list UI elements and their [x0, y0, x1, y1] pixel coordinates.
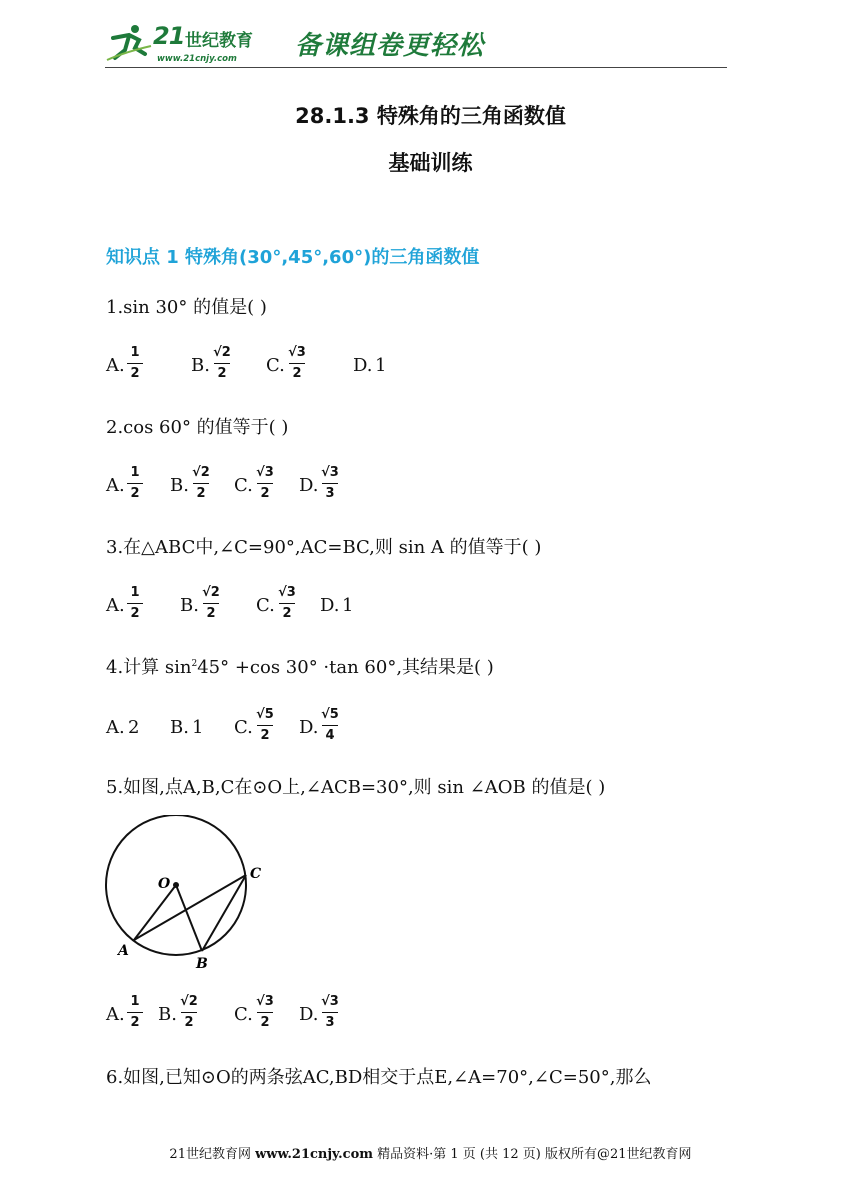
header-divider — [105, 67, 727, 68]
label-b: B — [196, 956, 208, 972]
circle-figure — [100, 815, 270, 975]
label-a: A — [118, 943, 129, 959]
label-c: C — [250, 866, 262, 882]
footer-site-link[interactable]: www.21cnjy.com — [255, 1147, 373, 1162]
question-2: 2.cos 60° 的值等于( ) — [106, 417, 289, 438]
logo-url: www.21cnjy.com — [157, 54, 237, 64]
page-header — [105, 20, 727, 72]
header-slogan: 备课组卷更轻松 — [295, 31, 485, 61]
question-1: 1.sin 30° 的值是( ) — [106, 297, 267, 318]
question-6: 6.如图,已知⊙O的两条弦AC,BD相交于点E,∠A=70°,∠C=50°,那么 — [106, 1067, 652, 1088]
footer-text-2: 精品资料·第 1 页 (共 12 页) 版权所有@21世纪教育网 — [373, 1147, 692, 1162]
question-3: 3.在△ABC中,∠C=90°,AC=BC,则 sin A 的值等于( ) — [106, 537, 542, 558]
label-o: O — [158, 876, 171, 892]
segment-ob — [176, 885, 202, 951]
footer-text-1: 21世纪教育网 — [169, 1147, 256, 1162]
question-5: 5.如图,点A,B,C在⊙O上,∠ACB=30°,则 sin ∠AOB 的值是( ) — [106, 777, 606, 798]
page-footer — [0, 1143, 861, 1162]
runner-logo-icon — [105, 22, 155, 64]
logo-number: 21 — [153, 22, 185, 50]
page-title: 28.1.3 特殊角的三角函数值 — [295, 104, 566, 128]
question-4: 4.计算 $\sin^245^\circ +\cos$ 30° ·tan 60°,其结果是( ) — [106, 657, 494, 678]
segment-oa — [134, 885, 176, 940]
page-subtitle: 基础训练 — [388, 151, 473, 175]
section-heading: 知识点 1 特殊角(30°,45°,60°)的三角函数值 — [106, 247, 480, 268]
logo-text: 世纪教育 — [185, 31, 253, 51]
